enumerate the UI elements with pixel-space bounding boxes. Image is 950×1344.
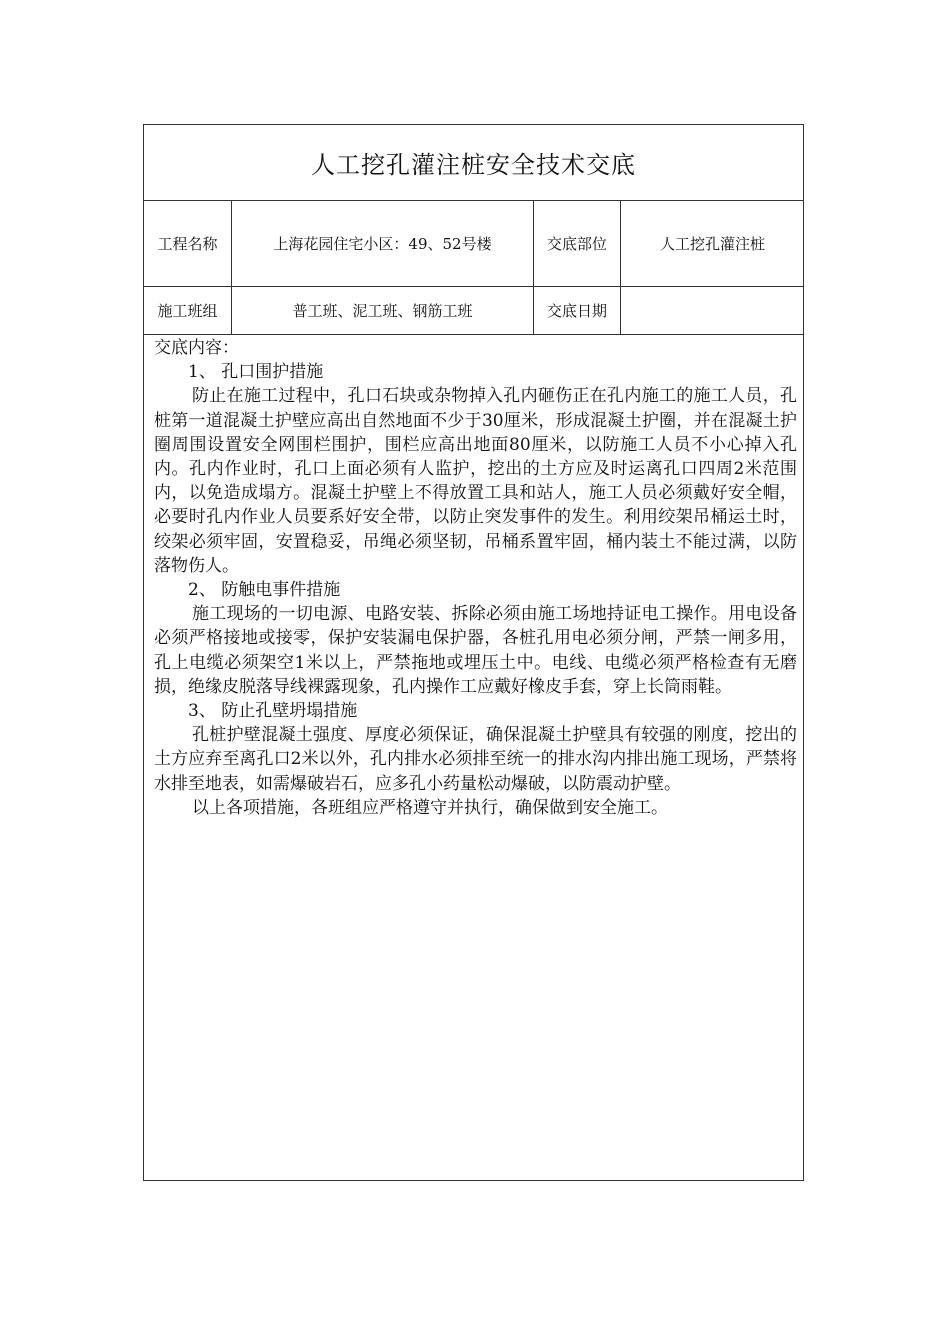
section-heading: 1、 孔口围护措施 xyxy=(188,362,324,383)
disclosure-date-value xyxy=(621,286,804,334)
project-name-value: 上海花园住宅小区：49、52号楼 xyxy=(232,200,534,286)
disclosure-part-value: 人工挖孔灌注桩 xyxy=(659,234,765,253)
disclosure-date-label: 交底日期 xyxy=(534,286,621,334)
info-row-project xyxy=(144,200,803,287)
team-label: 施工班组 xyxy=(144,286,232,334)
disclosure-part-label: 交底部位 xyxy=(534,200,621,286)
document-title: 人工挖孔灌注桩安全技术交底 xyxy=(144,125,803,201)
section-heading: 2、 防触电事件措施 xyxy=(188,580,341,601)
section-paragraph: 施工现场的一切电源、电路安装、拆除必须由施工场地持证电工操作。用电设备必须严格接地或接零，保护安装漏电保护器，各桩孔用电必须分闸，严禁一闸多用，孔上电缆必须架空1米以上，严禁拖地或埋压土中。电线、电缆必须严格检查有无磨损，绝缘皮脱落导线裸露现象，孔内操作工应戴好橡皮手套，穿上长筒雨鞋。 xyxy=(154,604,797,697)
disclosure-content xyxy=(154,336,797,820)
section-paragraph: 防止在施工过程中，孔口石块或杂物掉入孔内砸伤正在孔内施工的施工人员，孔桩第一道混凝土护壁应高出自然地面不少于30厘米，形成混凝土护圈，并在混凝土护圈周围设置安全网围栏围护，围栏应高出地面80厘米，以防施工人员不小心掉入孔内。孔内作业时，孔口上面必须有人监护，挖出的土方应及时运离孔口四周2米范围内，以免造成塌方。混凝土护壁上不得放置工具和站人，施工人员必须戴好安全帽，必要时孔内作业人员要系好安全带，以防止突发事件的发生。利用绞架吊桶运土时，绞架必须牢固，安置稳妥，吊绳必须坚韧，吊桶系置牢固，桶内装土不能过满，以防落物伤人。 xyxy=(154,386,797,576)
project-name-label: 工程名称 xyxy=(144,200,232,286)
section-paragraph: 孔桩护壁混凝土强度、厚度必须保证，确保混凝土护壁具有较强的刚度，挖出的土方应弃至离孔口2米以外，孔内排水必须排至统一的排水沟内排出施工现场，严禁将水排至地表，如需爆破岩石，应多孔小药量松动爆破，以防震动护壁。 xyxy=(154,725,797,794)
team-value: 普工班、泥工班、钢筋工班 xyxy=(232,286,534,334)
disclosure-form xyxy=(143,124,804,1181)
info-row-team xyxy=(144,286,803,335)
closing-paragraph: 以上各项措施，各班组应严格遵守并执行，确保做到安全施工。 xyxy=(192,797,668,818)
content-label: 交底内容： xyxy=(154,338,239,358)
section-heading: 3、 防止孔壁坍塌措施 xyxy=(188,701,358,722)
